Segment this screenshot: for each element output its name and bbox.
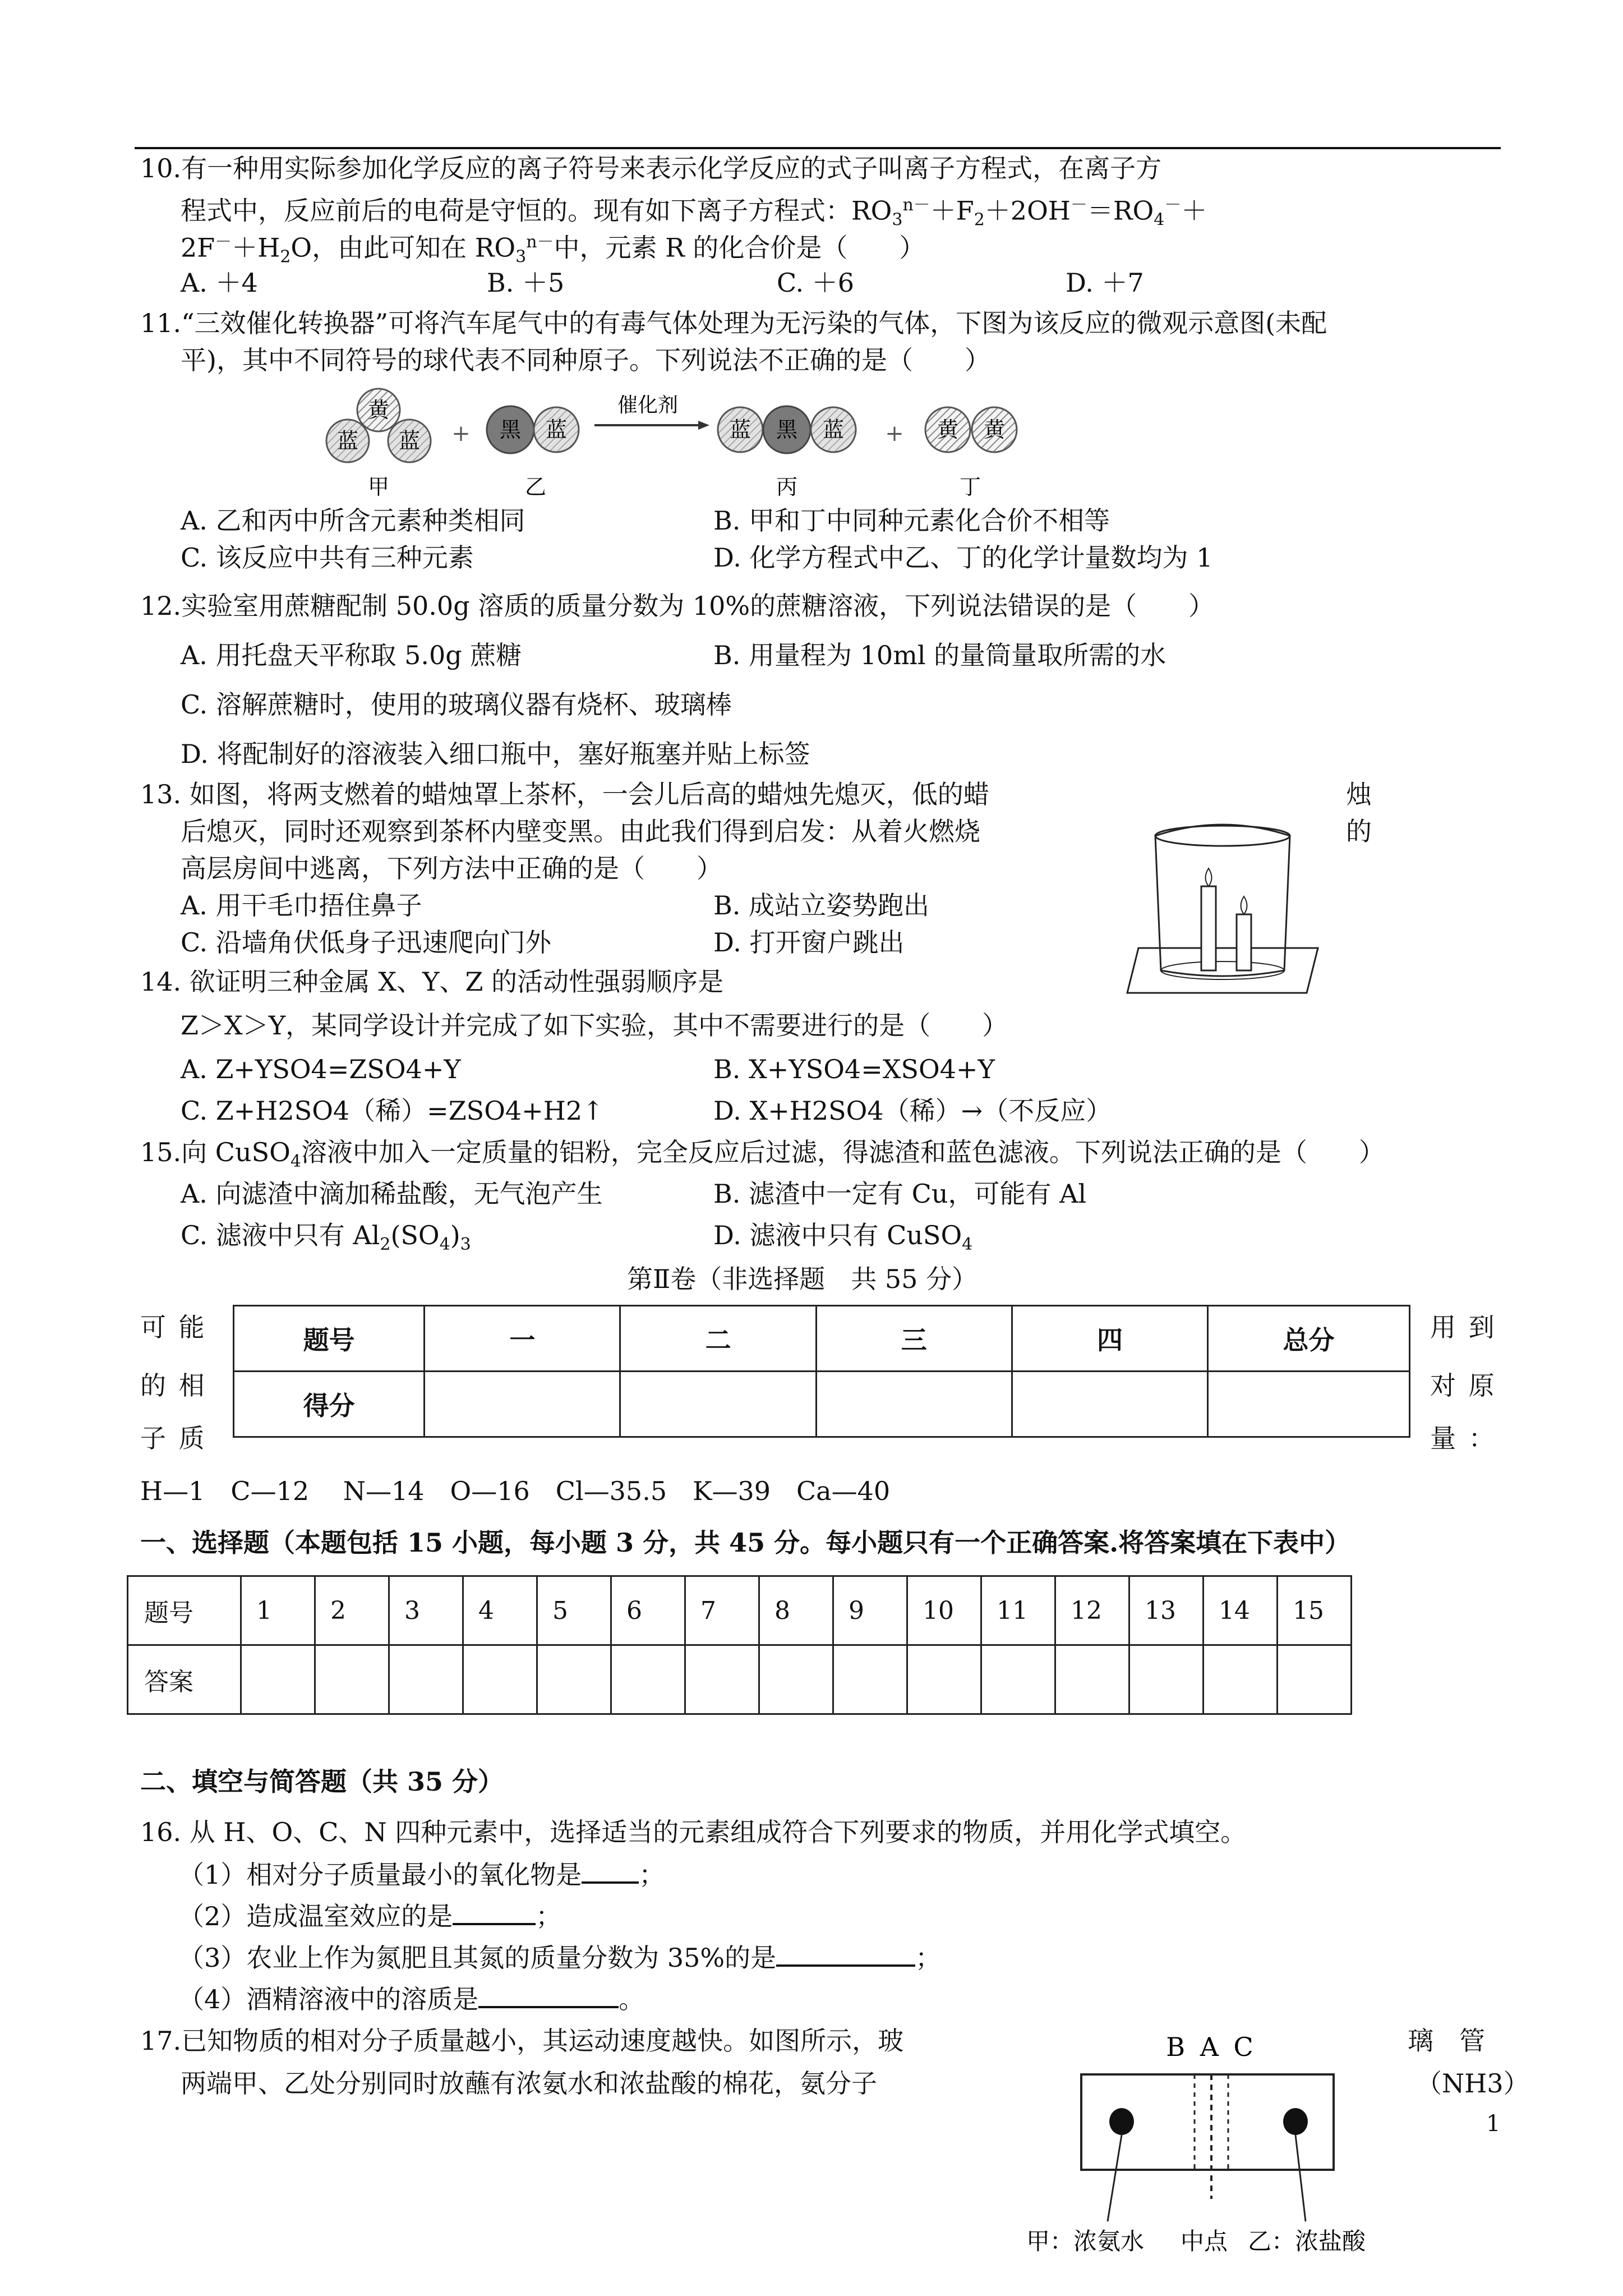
section2-title: 第Ⅱ卷（非选择题 共 55 分）	[627, 1264, 978, 1294]
q16-line1: 16. 从 H、O、C、N 四种元素中，选择适当的元素组成符合下列要求的物质，并用化学式填空。	[140, 1817, 1247, 1847]
q15-option-c: C. 滤液中只有 $Al_2(SO_4)_3$	[181, 1220, 471, 1255]
answer-cell[interactable]	[1204, 1645, 1278, 1714]
q13-line3: 高层房间中逃离，下列方法中正确的是（ ）	[181, 853, 722, 884]
q17-line1: 17.已知物质的相对分子质量越小，其运动速度越快。如图所示，玻	[140, 2026, 904, 2056]
answer-cell[interactable]	[1278, 1645, 1352, 1714]
plus-sign: +	[451, 421, 471, 447]
atom-label-black: 黑	[499, 417, 522, 442]
q13-option-b: B. 成站立姿势跑出	[713, 890, 930, 921]
question-number-cell: 9	[833, 1576, 907, 1645]
q14-option-b: B. X+YSO4=XSO4+Y	[713, 1054, 995, 1084]
label-midpoint: 中点	[1181, 2228, 1228, 2255]
q17-line1-tail: 璃 管	[1408, 2026, 1485, 2056]
flame-icon	[1241, 896, 1247, 914]
answer-cell[interactable]	[389, 1645, 463, 1714]
answer-blank[interactable]	[582, 1857, 639, 1884]
q12-line1: 12.实验室用蔗糖配制 50.0g 溶质的质量分数为 10%的蔗糖溶液，下列说法错误的是（ ）	[140, 591, 1215, 621]
answer-cell[interactable]	[241, 1645, 315, 1714]
score-cell[interactable]	[1012, 1372, 1207, 1437]
atom-label-yellow: 黄	[937, 417, 959, 442]
question-number-cell: 11	[981, 1576, 1055, 1645]
q15-option-a: A. 向滤渣中滴加稀盐酸，无气泡产生	[181, 1179, 603, 1209]
score-cell[interactable]	[1208, 1372, 1410, 1437]
q12-option-b: B. 用量程为 10ml 的量筒量取所需的水	[713, 640, 1166, 670]
label-ding: 丁	[959, 475, 981, 499]
q13-line1: 13. 如图，将两支燃着的蜡烛罩上茶杯，一会儿后高的蜡烛先熄灭，低的蜡	[140, 779, 989, 809]
score-header-cell: 题号	[234, 1306, 425, 1372]
right-wrap-1: 用 到	[1430, 1312, 1497, 1342]
q13-option-c: C. 沿墙角伏低身子迅速爬向门外	[181, 927, 551, 958]
answer-row-label: 答案	[128, 1645, 241, 1714]
question-number-cell: 3	[389, 1576, 463, 1645]
label-hcl: 乙：浓盐酸	[1248, 2228, 1366, 2255]
q10-line1: 10.有一种用实际参加化学反应的离子符号来表示化学反应的式子叫离子方程式，在离子方	[140, 153, 1162, 183]
score-header-cell: 三	[816, 1306, 1012, 1372]
answer-cell[interactable]	[611, 1645, 685, 1714]
q11-line1: 11.“三效催化转换器”可将汽车尾气中的有毒气体处理为无污染的气体，下图为该反应的微观示意图(未配	[140, 308, 1327, 338]
score-cell[interactable]	[425, 1372, 620, 1437]
q11-option-a: A. 乙和丙中所含元素种类相同	[181, 505, 525, 536]
answer-cell[interactable]	[315, 1645, 389, 1714]
score-row-label: 得分	[234, 1372, 425, 1437]
atom-label-yellow: 黄	[983, 417, 1006, 442]
table-plate	[1127, 948, 1318, 993]
score-cell[interactable]	[816, 1372, 1012, 1437]
right-wrap-3: 量 ：	[1430, 1423, 1497, 1453]
q16-item-3: （3）农业上作为氮肥且其氮的质量分数为 35%的是 ；	[178, 1940, 941, 1975]
atom-label-blue: 蓝	[822, 417, 845, 442]
q16-item-2: （2）造成温室效应的是 ；	[178, 1898, 561, 1933]
answer-blank[interactable]	[478, 1981, 619, 2008]
q11-option-b: B. 甲和丁中同种元素化合价不相等	[713, 505, 1110, 536]
answer-cell[interactable]	[685, 1645, 759, 1714]
answer-cell[interactable]	[833, 1645, 907, 1714]
question-number-cell: 1	[241, 1576, 315, 1645]
q12-option-a: A. 用托盘天平称取 5.0g 蔗糖	[181, 640, 522, 670]
answer-cell[interactable]	[1055, 1645, 1129, 1714]
q13-line2-tail: 的	[1346, 816, 1372, 846]
question-number-cell: 13	[1129, 1576, 1204, 1645]
header-rule	[135, 147, 1501, 149]
candle-cup-diagram	[1122, 813, 1324, 999]
q15-option-d: D. 滤液中只有 CuSO$_4$	[713, 1220, 973, 1255]
question-number-cell: 10	[907, 1576, 981, 1645]
question-number-cell: 2	[315, 1576, 389, 1645]
page-number: 1	[1486, 2111, 1501, 2137]
short-candle-icon	[1237, 914, 1251, 970]
score-header-cell: 一	[425, 1306, 620, 1372]
atom-label-blue: 蓝	[545, 417, 568, 442]
answer-blank[interactable]	[453, 1898, 536, 1925]
score-cell[interactable]	[620, 1372, 816, 1437]
atomic-masses: H—1 C—12 N—14 O—16 Cl—35.5 K—39 Ca—40	[140, 1476, 891, 1506]
question-number-cell: 8	[759, 1576, 833, 1645]
molecule-ding	[925, 407, 1017, 452]
atom-label-yellow: 黄	[367, 398, 390, 422]
left-wrap-1: 可 能	[140, 1312, 207, 1342]
q13-line2: 后熄灭，同时还观察到茶杯内壁变黑。由此我们得到启发：从着火燃烧	[181, 816, 980, 846]
tube-position-labels: B A C	[1166, 2032, 1257, 2062]
q15-option-b: B. 滤渣中一定有 Cu，可能有 Al	[713, 1179, 1087, 1209]
question-number-cell: 12	[1055, 1576, 1129, 1645]
tall-candle-icon	[1201, 886, 1216, 970]
question-number-cell: 7	[685, 1576, 759, 1645]
label-jia: 甲	[367, 475, 390, 499]
label-bing: 丙	[776, 475, 798, 499]
part2-title: 二、填空与简答题（共 35 分）	[140, 1766, 504, 1797]
answer-table-number-row	[128, 1576, 1352, 1645]
q11-option-c: C. 该反应中共有三种元素	[181, 542, 474, 573]
q13-line1-tail: 烛	[1346, 779, 1372, 809]
molecule-bing	[718, 406, 856, 453]
left-wrap-3: 子 质	[140, 1423, 207, 1453]
molecule-jia	[326, 389, 431, 462]
q13-option-d: D. 打开窗户跳出	[713, 927, 905, 958]
answer-cell[interactable]	[759, 1645, 833, 1714]
score-header-cell: 二	[620, 1306, 816, 1372]
q16-item-4: （4）酒精溶液中的溶质是 。	[178, 1981, 644, 2016]
q10-option-c: C. ＋6	[777, 268, 855, 298]
reaction-diagram	[314, 385, 1043, 503]
atom-label-black: 黑	[776, 417, 798, 442]
question-number-cell: 4	[463, 1576, 537, 1645]
question-number-cell: 15	[1278, 1576, 1352, 1645]
q15-line1: 15.向 CuSO$_4$溶液中加入一定质量的铝粉，完全反应后过滤，得滤渣和蓝色滤液。下列说法正确的是（ ）	[140, 1137, 1385, 1172]
label-yi: 乙	[524, 475, 547, 499]
question-number-cell: 14	[1204, 1576, 1278, 1645]
answer-header-label: 题号	[128, 1576, 241, 1645]
molecule-yi	[487, 406, 579, 453]
flame-icon	[1206, 868, 1212, 886]
score-header-cell: 四	[1012, 1306, 1207, 1372]
answer-table	[127, 1575, 1352, 1715]
q10-option-a: A. ＋4	[181, 268, 258, 298]
right-wrap-2: 对 原	[1430, 1370, 1497, 1401]
answer-cell[interactable]	[463, 1645, 537, 1714]
score-header-cell: 总分	[1208, 1306, 1410, 1372]
atom-label-blue: 蓝	[336, 429, 359, 453]
q10-option-b: B. ＋5	[487, 268, 565, 298]
score-table-header-row	[234, 1306, 1410, 1372]
answer-blank[interactable]	[776, 1940, 915, 1967]
question-number-cell: 6	[611, 1576, 685, 1645]
answer-cell[interactable]	[537, 1645, 611, 1714]
q12-option-d: D. 将配制好的溶液装入细口瓶中，塞好瓶塞并贴上标签	[181, 739, 810, 769]
label-ammonia: 甲：浓氨水	[1026, 2228, 1145, 2255]
cup-icon	[1155, 825, 1290, 976]
answer-cell[interactable]	[907, 1645, 981, 1714]
question-number-cell: 5	[537, 1576, 611, 1645]
q10-line3: $2F^-+H_2O$，由此可知在 $RO_3^{n-}$中，元素 R 的化合价是（ ）	[181, 232, 925, 267]
q10-line2: 程式中，反应前后的电荷是守恒的。现有如下离子方程式：$RO_3^{n-}+F_2+2OH^-=RO_4^-+$	[181, 195, 1207, 230]
q16-item-1: （1）相对分子质量最小的氧化物是 ；	[178, 1857, 665, 1892]
part1-title: 一、选择题（本题包括 15 小题，每小题 3 分，共 45 分。每小题只有一个正确答案.将答案填在下表中）	[140, 1527, 1351, 1558]
q12-option-c: C. 溶解蔗糖时，使用的玻璃仪器有烧杯、玻璃棒	[181, 689, 732, 720]
cotton-ammonia-icon	[1109, 2108, 1134, 2135]
answer-table-answer-row	[128, 1645, 1352, 1714]
left-wrap-2: 的 相	[140, 1370, 207, 1401]
q11-option-d: D. 化学方程式中乙、丁的化学计量数均为 1	[713, 542, 1213, 573]
score-table	[233, 1305, 1410, 1438]
q14-option-a: A. Z+YSO4=ZSO4+Y	[181, 1054, 461, 1084]
atom-label-blue: 蓝	[398, 429, 421, 453]
catalyst-label: 催化剂	[617, 394, 679, 417]
cotton-hcl-icon	[1283, 2108, 1308, 2135]
q10-option-d: D. ＋7	[1066, 268, 1144, 298]
answer-cell[interactable]	[981, 1645, 1055, 1714]
answer-cell[interactable]	[1129, 1645, 1204, 1714]
q17-line2: 两端甲、乙处分别同时放蘸有浓氨水和浓盐酸的棉花，氨分子	[181, 2068, 877, 2099]
q11-line2: 平)，其中不同符号的球代表不同种原子。下列说法不正确的是（ ）	[181, 345, 990, 375]
q14-option-d: D. X+H2SO4（稀）→（不反应）	[713, 1096, 1112, 1126]
plus-sign: +	[885, 421, 904, 447]
score-table-score-row	[234, 1372, 1410, 1437]
q13-option-a: A. 用干毛巾捂住鼻子	[181, 890, 422, 921]
q14-line2: Z＞X＞Y，某同学设计并完成了如下实验，其中不需要进行的是（ ）	[181, 1010, 1008, 1041]
q14-option-c: C. Z+H2SO4（稀）=ZSO4+H2↑	[181, 1096, 604, 1126]
atom-label-blue: 蓝	[729, 417, 751, 442]
glass-tube-diagram	[1026, 2031, 1366, 2266]
q17-line2-tail: （NH3）	[1416, 2068, 1529, 2099]
q14-line1: 14. 欲证明三种金属 X、Y、Z 的活动性强弱顺序是	[140, 967, 724, 997]
